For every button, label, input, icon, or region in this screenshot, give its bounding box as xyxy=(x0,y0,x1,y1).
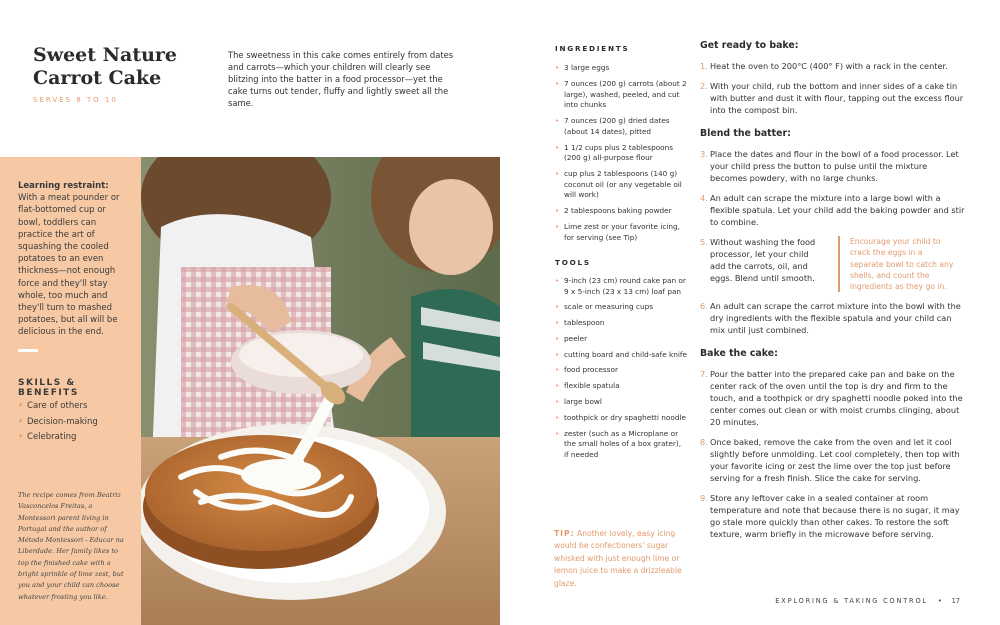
ingredient-item: • 3 large eggs xyxy=(555,63,610,72)
bullet-icon: • xyxy=(555,333,560,343)
ingredient-item: • Lime zest or your favorite icing, for serving (see Tip) xyxy=(555,222,680,242)
tool-item: • zester (such as a Microplane or the small holes of a box grater), if needed xyxy=(555,428,682,459)
bake-heading: Bake the cake: xyxy=(700,348,778,360)
tools-list xyxy=(555,276,687,460)
step-5-row xyxy=(700,236,965,292)
footer-separator: • xyxy=(937,597,942,605)
skills-title: SKILLS & BENEFITS xyxy=(18,378,79,398)
bullet-icon: • xyxy=(18,432,24,442)
footer-section-title: EXPLORING & TAKING CONTROL xyxy=(775,597,928,605)
skill-item: • Decision-making xyxy=(18,416,98,427)
bullet-icon: • xyxy=(555,349,560,359)
bullet-icon: • xyxy=(18,401,24,411)
bullet-icon: • xyxy=(555,365,560,375)
bullet-icon: • xyxy=(555,142,560,152)
ingredients-list xyxy=(555,63,687,243)
ingredient-item: • 2 tablespoons baking powder xyxy=(555,206,672,215)
learning-restraint-text: With a meat pounder or flat-bottomed cup or bowl, toddlers can practice the art of squashing the cooled potatoes to an even thickness—not enough force and they'll stay whole, too much and they'll turn to mashed potatoes, but all will be delicious in the end. xyxy=(18,193,120,338)
page-footer xyxy=(775,597,960,605)
step-item: 1. Heat the oven to 200°C (400° F) with a rack in the center. xyxy=(700,61,948,71)
tool-item: • large bowl xyxy=(555,397,602,407)
method-column xyxy=(700,40,965,552)
step-item: 3. Place the dates and flour in the bowl of a food processor. Let your child press the button to pulse until the mixture becomes powdery, with no large chunks. xyxy=(700,149,959,183)
tool-item: • food processor xyxy=(555,365,618,375)
bullet-icon: • xyxy=(555,428,560,438)
tool-item: • cutting board and child-safe knife xyxy=(555,349,687,359)
page-number: 17 xyxy=(951,597,960,605)
recipe-title: Sweet Nature Carrot Cake xyxy=(33,44,178,89)
sidebar-panel xyxy=(0,157,141,625)
bullet-icon: • xyxy=(555,63,560,72)
sidebar-divider xyxy=(18,349,38,352)
bullet-icon: • xyxy=(555,318,560,328)
bullet-icon: • xyxy=(555,412,560,422)
bullet-icon: • xyxy=(555,206,560,215)
ingredients-label: INGREDIENTS xyxy=(555,44,630,53)
step-item: 7. Pour the batter into the prepared cake pan and bake on the center rack of the oven until the top is dry and firm to the touch, and a toothpick or dry spaghetti noodle poked into the center comes out clean or with moist crumbs clinging, about 20 minutes. xyxy=(700,369,963,428)
learning-restraint-lead: Learning restraint: xyxy=(18,181,109,191)
step-item: 6. An adult can scrape the carrot mixture into the bowl with the dry ingredients with the flexible spatula and your child can mix until just combined. xyxy=(700,301,961,336)
bullet-icon: • xyxy=(555,276,560,285)
tool-item: • peeler xyxy=(555,333,588,343)
skill-item: • Celebrating xyxy=(18,432,77,442)
tip-label: TIP: xyxy=(554,529,575,538)
tip-note xyxy=(554,528,682,590)
right-page xyxy=(500,0,1000,625)
bullet-icon: • xyxy=(555,169,560,178)
tool-item: • flexible spatula xyxy=(555,381,620,391)
learning-restraint-note xyxy=(18,180,130,339)
serves-label: SERVES 8 TO 10 xyxy=(33,96,118,104)
blend-section xyxy=(700,128,965,336)
bullet-icon: • xyxy=(555,381,560,391)
egg-tip-callout: Encourage your child to crack the eggs in a separate bowl to catch any shells, and count the ingredients as they go in. xyxy=(838,236,958,292)
ingredient-item: • 7 ounces (200 g) carrots (about 2 large), washed, peeled, and cut into chunks xyxy=(555,79,687,109)
get-ready-heading: Get ready to bake: xyxy=(700,40,799,51)
ingredient-item: • 7 ounces (200 g) dried dates (about 14 dates), pitted xyxy=(555,116,670,136)
bullet-icon: • xyxy=(555,222,560,231)
get-ready-section xyxy=(700,40,965,116)
step-item: 4. An adult can scrape the mixture into a large bowl with a flexible spatula. Let your child add the baking powder and stir to combine. xyxy=(700,193,965,227)
ingredient-item: • 1 1/2 cups plus 2 tablespoons (200 g) all-purpose flour xyxy=(555,142,674,162)
bullet-icon: • xyxy=(555,79,560,88)
bake-section xyxy=(700,348,965,540)
tool-item: • scale or measuring cups xyxy=(555,302,654,312)
recipe-intro: The sweetness in this cake comes entirely from dates and carrots—which your children will clearly see blitzing into the batter in a food processor—yet the cake turns out tender, fluffy and lightly sweet all the same. xyxy=(228,50,454,108)
tool-item: • toothpick or dry spaghetti noodle xyxy=(555,412,686,422)
tools-label: TOOLS xyxy=(555,258,591,267)
tip-text: Another lovely, easy icing would be confectioners' sugar whisked with just enough lime or lemon juice to make a drizzleable glaze. xyxy=(554,529,682,588)
recipe-credit: The recipe comes from Beatriz Vasconcelos Freitas, a Montessori parent living in Portugal and the author of Método Montessori - Educar na Liberdade. Her family likes to top the finished cake with a bright sprinkle of lime zest, but you and your child can choose whatever frosting you like. xyxy=(18,491,124,601)
skill-item: • Care of others xyxy=(18,401,88,411)
bullet-icon: • xyxy=(555,116,560,125)
step-item: 2. With your child, rub the bottom and inner sides of a cake tin with butter and dust it with flour, tapping out the excess flour into the compost bin. xyxy=(700,81,964,115)
bullet-icon: • xyxy=(555,397,560,407)
skills-list xyxy=(18,399,98,446)
ingredient-item: • cup plus 2 tablespoons (140 g) coconut oil (or any vegetable oil will work) xyxy=(555,169,682,199)
bullet-icon: • xyxy=(18,416,24,427)
step-item: 8. Once baked, remove the cake from the oven and let it cool slightly before unmolding. Let cool completely, then top with your favorite icing or zest the lime over the top just before serving for a fresh finish. Slice the cake for serving. xyxy=(700,437,960,484)
step-item: 5. Without washing the food processor, let your child add the carrots, oil, and eggs. Blend until smooth. xyxy=(700,237,816,283)
ingredients-column xyxy=(555,44,687,465)
bullet-icon: • xyxy=(555,302,560,312)
step-item: 9. Store any leftover cake in a sealed container at room temperature and note that because there is no sugar, it may go stale more quickly than other cakes. To restore the soft texture, warm briefly in the microwave before serving. xyxy=(700,493,960,540)
tool-item: • 9-inch (23 cm) round cake pan or 9 x 5-inch (23 x 13 cm) loaf pan xyxy=(555,276,686,296)
cake-photo xyxy=(141,157,500,625)
blend-heading: Blend the batter: xyxy=(700,128,791,139)
tool-item: • tablespoon xyxy=(555,318,605,328)
